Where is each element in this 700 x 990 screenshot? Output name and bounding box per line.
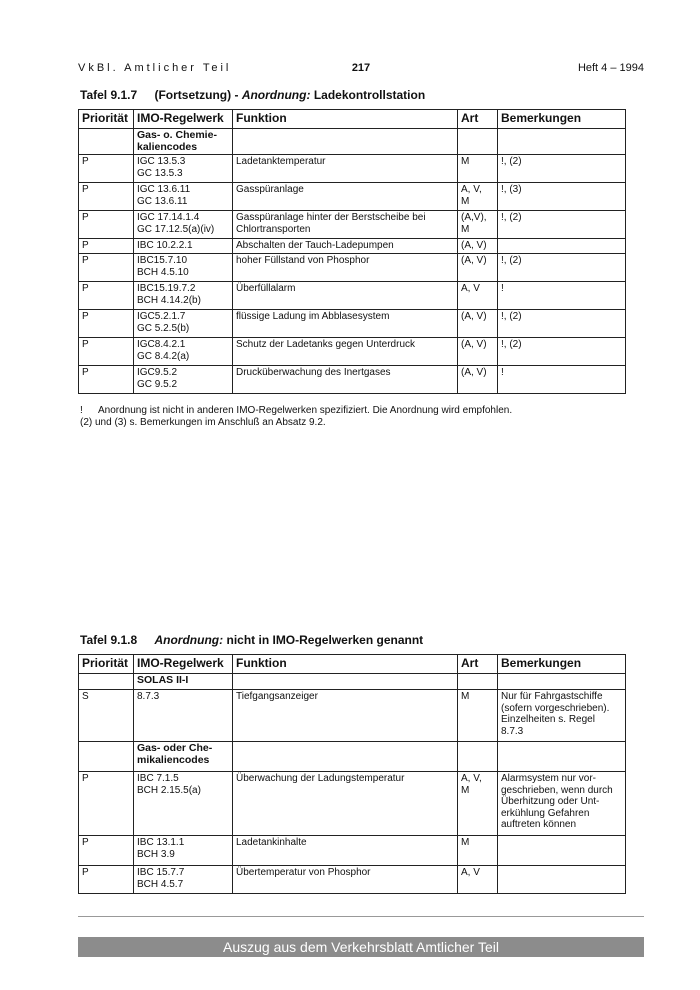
table2-header-row [79, 655, 626, 674]
funktion-cell [233, 690, 458, 742]
table1-title-italic: Anordnung: [241, 88, 311, 102]
funktion-cell-line: Schutz der Ladetanks gegen Unterdruck [236, 339, 415, 350]
art-cell-line: A, V [461, 283, 480, 294]
bemerkungen-cell [498, 690, 626, 742]
footnote-text: (2) und (3) s. Bemerkungen im Anschluß an Absatz 9.2. [80, 417, 326, 428]
funktion-cell [233, 310, 458, 338]
bemerkungen-cell-line: Nur für Fahrgastschiffe [501, 691, 603, 702]
prioritaet-cell [79, 310, 134, 338]
funktion-cell-line: Abschalten der Tauch-Ladepumpen [236, 240, 394, 251]
bemerkungen-cell [498, 772, 626, 836]
regelwerk-cell [134, 690, 233, 742]
prioritaet-cell-line: P [82, 283, 89, 294]
group-empty-cell [458, 674, 498, 690]
art-cell-line: M [461, 195, 470, 207]
funktion-cell [233, 211, 458, 239]
group-label-cell-line: Gas- oder Che- [137, 742, 213, 754]
col-prioritaet-header: Priorität [79, 655, 134, 674]
regelwerk-cell [134, 836, 233, 866]
group-row [79, 742, 626, 772]
art-cell-line: M [461, 837, 470, 848]
bemerkungen-cell-line: geschrieben, wenn durch [501, 784, 613, 796]
table2-title-italic: Anordnung: [154, 633, 224, 647]
bemerkungen-cell [498, 211, 626, 239]
regelwerk-cell [134, 239, 233, 254]
bemerkungen-cell-line: (sofern vorgeschrieben). [501, 702, 610, 714]
table-row [79, 239, 626, 254]
bemerkungen-cell [498, 338, 626, 366]
prioritaet-cell [79, 155, 134, 183]
bemerkungen-cell-line: !, (2) [501, 255, 522, 266]
bemerkungen-cell [498, 254, 626, 282]
bemerkungen-cell-line: Alarmsystem nur vor- [501, 773, 597, 784]
table-9-1-7 [78, 109, 626, 394]
regelwerk-cell-line: IBC15.19.7.2 [137, 283, 196, 294]
bemerkungen-cell [498, 310, 626, 338]
regelwerk-cell [134, 338, 233, 366]
col-bemerkungen-header: Bemerkungen [498, 655, 626, 674]
table-row [79, 836, 626, 866]
art-cell [458, 338, 498, 366]
table-row [79, 155, 626, 183]
prioritaet-cell [79, 282, 134, 310]
regelwerk-cell-line: GC 17.12.5(a)(iv) [137, 223, 215, 235]
regelwerk-cell-line: IBC 15.7.7 [137, 867, 185, 878]
table-row [79, 183, 626, 211]
bemerkungen-cell [498, 155, 626, 183]
funktion-cell [233, 239, 458, 254]
col-funktion-header: Funktion [233, 655, 458, 674]
page-footer: Auszug aus dem Verkehrsblatt Amtlicher Teil [78, 937, 644, 957]
funktion-cell [233, 772, 458, 836]
table1-title-prefix: (Fortsetzung) - [154, 88, 239, 102]
group-row [79, 129, 626, 155]
col-prioritaet-header: Priorität [79, 110, 134, 129]
group-empty-cell [498, 129, 626, 155]
table2-caption [80, 633, 423, 647]
prioritaet-cell-line: P [82, 867, 89, 878]
funktion-cell [233, 866, 458, 894]
regelwerk-cell-line: GC 8.4.2(a) [137, 350, 190, 362]
art-cell [458, 310, 498, 338]
issue-label: Heft 4 – 1994 [577, 62, 644, 74]
footer-rule [78, 916, 644, 917]
regelwerk-cell [134, 310, 233, 338]
group-row [79, 674, 626, 690]
table1-notes [80, 405, 620, 429]
regelwerk-cell-line: IGC 13.6.11 [137, 184, 191, 195]
art-cell [458, 282, 498, 310]
prioritaet-cell [79, 690, 134, 742]
col-funktion-header: Funktion [233, 110, 458, 129]
table2-number: Tafel 9.1.8 [80, 633, 138, 647]
group-label-cell-line: SOLAS II-I [137, 674, 189, 686]
group-label-cell-line: mikaliencodes [137, 753, 210, 766]
funktion-cell-line: Ladetankinhalte [236, 837, 307, 848]
funktion-cell [233, 836, 458, 866]
bemerkungen-cell-line: Einzelheiten s. Regel [501, 714, 595, 725]
art-cell-line: (A, V) [461, 240, 487, 251]
funktion-cell [233, 183, 458, 211]
funktion-cell-line: Chlortransporten [236, 223, 311, 235]
funktion-cell-line: Drucküberwachung des Inertgases [236, 367, 391, 378]
art-cell [458, 366, 498, 394]
journal-name: VkBl. Amtlicher Teil [78, 62, 232, 74]
bemerkungen-cell [498, 183, 626, 211]
regelwerk-cell-line: IBC15.7.10 [137, 255, 188, 266]
art-cell [458, 866, 498, 894]
regelwerk-cell-line: GC 5.2.5(b) [137, 322, 190, 334]
funktion-cell-line: Übertemperatur von Phosphor [236, 867, 371, 878]
bemerkungen-cell-line: erkühlung Gefahren [501, 807, 590, 819]
table-row [79, 866, 626, 894]
table1-number: Tafel 9.1.7 [80, 88, 138, 102]
prioritaet-cell-line: P [82, 156, 89, 167]
prioritaet-cell [79, 254, 134, 282]
bemerkungen-cell-line: 8.7.3 [501, 725, 524, 737]
group-empty-cell [79, 129, 134, 155]
table2-title-rest: nicht in IMO-Regelwerken genannt [226, 633, 424, 647]
regelwerk-cell [134, 366, 233, 394]
regelwerk-cell-line: BCH 3.9 [137, 848, 175, 860]
bemerkungen-cell-line: !, (2) [501, 156, 522, 167]
regelwerk-cell-line: BCH 4.5.10 [137, 266, 189, 278]
regelwerk-cell [134, 211, 233, 239]
prioritaet-cell [79, 772, 134, 836]
group-empty-cell [498, 742, 626, 772]
regelwerk-cell-line: GC 9.5.2 [137, 378, 178, 390]
art-cell-line: (A, V) [461, 339, 487, 350]
regelwerk-cell [134, 155, 233, 183]
bemerkungen-cell-line: ! [501, 283, 504, 294]
bemerkungen-cell [498, 836, 626, 866]
bemerkungen-cell [498, 866, 626, 894]
art-cell-line: A, V [461, 867, 480, 878]
group-empty-cell [79, 742, 134, 772]
bemerkungen-cell-line: Überhitzung oder Unt- [501, 796, 600, 807]
art-cell [458, 183, 498, 211]
prioritaet-cell-line: P [82, 240, 89, 251]
prioritaet-cell-line: P [82, 339, 89, 350]
table-row [79, 310, 626, 338]
bemerkungen-cell-line: !, (2) [501, 212, 522, 223]
funktion-cell-line: Gasspüranlage hinter der Berstscheibe bei [236, 212, 426, 223]
funktion-cell [233, 155, 458, 183]
regelwerk-cell [134, 183, 233, 211]
art-cell-line: A, V, [461, 773, 482, 784]
table1-header-row [79, 110, 626, 129]
funktion-cell [233, 254, 458, 282]
group-empty-cell [79, 674, 134, 690]
regelwerk-cell-line: IBC 10.2.2.1 [137, 240, 193, 251]
prioritaet-cell-line: P [82, 837, 89, 848]
regelwerk-cell [134, 772, 233, 836]
table1-title-rest: Ladekontrollstation [313, 88, 426, 102]
prioritaet-cell [79, 239, 134, 254]
art-cell-line: A, V, [461, 184, 482, 195]
prioritaet-cell-line: P [82, 773, 89, 784]
footnote-mark: ! [80, 405, 83, 416]
funktion-cell-line: Überwachung der Ladungstemperatur [236, 773, 405, 784]
bemerkungen-cell-line: !, (2) [501, 311, 522, 322]
table-row [79, 690, 626, 742]
art-cell-line: M [461, 784, 470, 796]
prioritaet-cell [79, 183, 134, 211]
page-number: 217 [351, 62, 371, 74]
page-header [78, 62, 644, 78]
bemerkungen-cell [498, 239, 626, 254]
col-art-header: Art [458, 110, 498, 129]
group-label-cell-line: kaliencodes [137, 140, 198, 153]
group-empty-cell [498, 674, 626, 690]
regelwerk-cell-line: 8.7.3 [137, 691, 160, 702]
prioritaet-cell-line: P [82, 212, 89, 223]
table-row [79, 211, 626, 239]
art-cell [458, 772, 498, 836]
prioritaet-cell [79, 836, 134, 866]
regelwerk-cell-line: IGC5.2.1.7 [137, 311, 186, 322]
table-row [79, 772, 626, 836]
regelwerk-cell [134, 254, 233, 282]
group-label-cell-line: Gas- o. Chemie- [137, 129, 217, 141]
funktion-cell-line: flüssige Ladung im Abblasesystem [236, 311, 390, 322]
regelwerk-cell-line: IGC8.4.2.1 [137, 339, 186, 350]
bemerkungen-cell [498, 366, 626, 394]
art-cell [458, 690, 498, 742]
art-cell-line: (A, V) [461, 311, 487, 322]
regelwerk-cell-line: BCH 4.14.2(b) [137, 294, 201, 306]
regelwerk-cell-line: BCH 2.15.5(a) [137, 784, 201, 796]
table-row [79, 254, 626, 282]
art-cell [458, 211, 498, 239]
funktion-cell [233, 366, 458, 394]
bemerkungen-cell-line: !, (2) [501, 339, 522, 350]
group-empty-cell [233, 129, 458, 155]
group-empty-cell [458, 129, 498, 155]
col-art-header: Art [458, 655, 498, 674]
group-empty-cell [233, 742, 458, 772]
group-label-cell [134, 742, 233, 772]
prioritaet-cell [79, 366, 134, 394]
funktion-cell-line: hoher Füllstand von Phosphor [236, 255, 370, 266]
group-label-cell [134, 129, 233, 155]
table-row [79, 282, 626, 310]
regelwerk-cell-line: BCH 4.5.7 [137, 878, 184, 890]
art-cell-line: (A, V) [461, 255, 487, 266]
table-row [79, 366, 626, 394]
art-cell [458, 836, 498, 866]
group-empty-cell [458, 742, 498, 772]
prioritaet-cell-line: S [82, 691, 89, 702]
prioritaet-cell-line: P [82, 367, 89, 378]
regelwerk-cell-line: IGC 17.14.1.4 [137, 212, 200, 223]
col-imo-regelwerk-header: IMO-Regelwerk [134, 110, 233, 129]
prioritaet-cell-line: P [82, 184, 89, 195]
footnote-text: Anordnung ist nicht in anderen IMO-Regelwerken spezifiziert. Die Anordnung wird empfohlen. [98, 405, 513, 416]
table1-caption [80, 88, 425, 102]
bemerkungen-cell-line: auftreten können [501, 819, 577, 830]
bemerkungen-cell-line: ! [501, 367, 504, 378]
art-cell-line: (A,V), [461, 212, 487, 223]
footnote [80, 417, 620, 429]
art-cell [458, 239, 498, 254]
prioritaet-cell [79, 866, 134, 894]
group-label-cell [134, 674, 233, 690]
bemerkungen-cell [498, 282, 626, 310]
art-cell-line: M [461, 156, 470, 167]
art-cell-line: (A, V) [461, 367, 487, 378]
regelwerk-cell-line: GC 13.5.3 [137, 167, 183, 179]
regelwerk-cell-line: IGC9.5.2 [137, 367, 178, 378]
art-cell [458, 155, 498, 183]
col-bemerkungen-header: Bemerkungen [498, 110, 626, 129]
art-cell [458, 254, 498, 282]
funktion-cell-line: Tiefgangsanzeiger [236, 691, 318, 702]
funktion-cell-line: Überfüllalarm [236, 283, 296, 294]
regelwerk-cell-line: GC 13.6.11 [137, 195, 188, 207]
regelwerk-cell-line: IBC 7.1.5 [137, 773, 179, 784]
funktion-cell-line: Gasspüranlage [236, 184, 304, 195]
funktion-cell [233, 338, 458, 366]
col-imo-regelwerk-header: IMO-Regelwerk [134, 655, 233, 674]
prioritaet-cell [79, 211, 134, 239]
regelwerk-cell-line: IBC 13.1.1 [137, 837, 185, 848]
footnote [80, 405, 620, 417]
prioritaet-cell-line: P [82, 311, 89, 322]
prioritaet-cell-line: P [82, 255, 89, 266]
table-row [79, 338, 626, 366]
group-empty-cell [233, 674, 458, 690]
art-cell-line: M [461, 691, 470, 702]
funktion-cell-line: Ladetanktemperatur [236, 156, 326, 167]
prioritaet-cell [79, 338, 134, 366]
bemerkungen-cell-line: !, (3) [501, 184, 522, 195]
art-cell-line: M [461, 223, 470, 235]
regelwerk-cell-line: IGC 13.5.3 [137, 156, 186, 167]
regelwerk-cell [134, 866, 233, 894]
table-9-1-8 [78, 654, 626, 894]
funktion-cell [233, 282, 458, 310]
regelwerk-cell [134, 282, 233, 310]
